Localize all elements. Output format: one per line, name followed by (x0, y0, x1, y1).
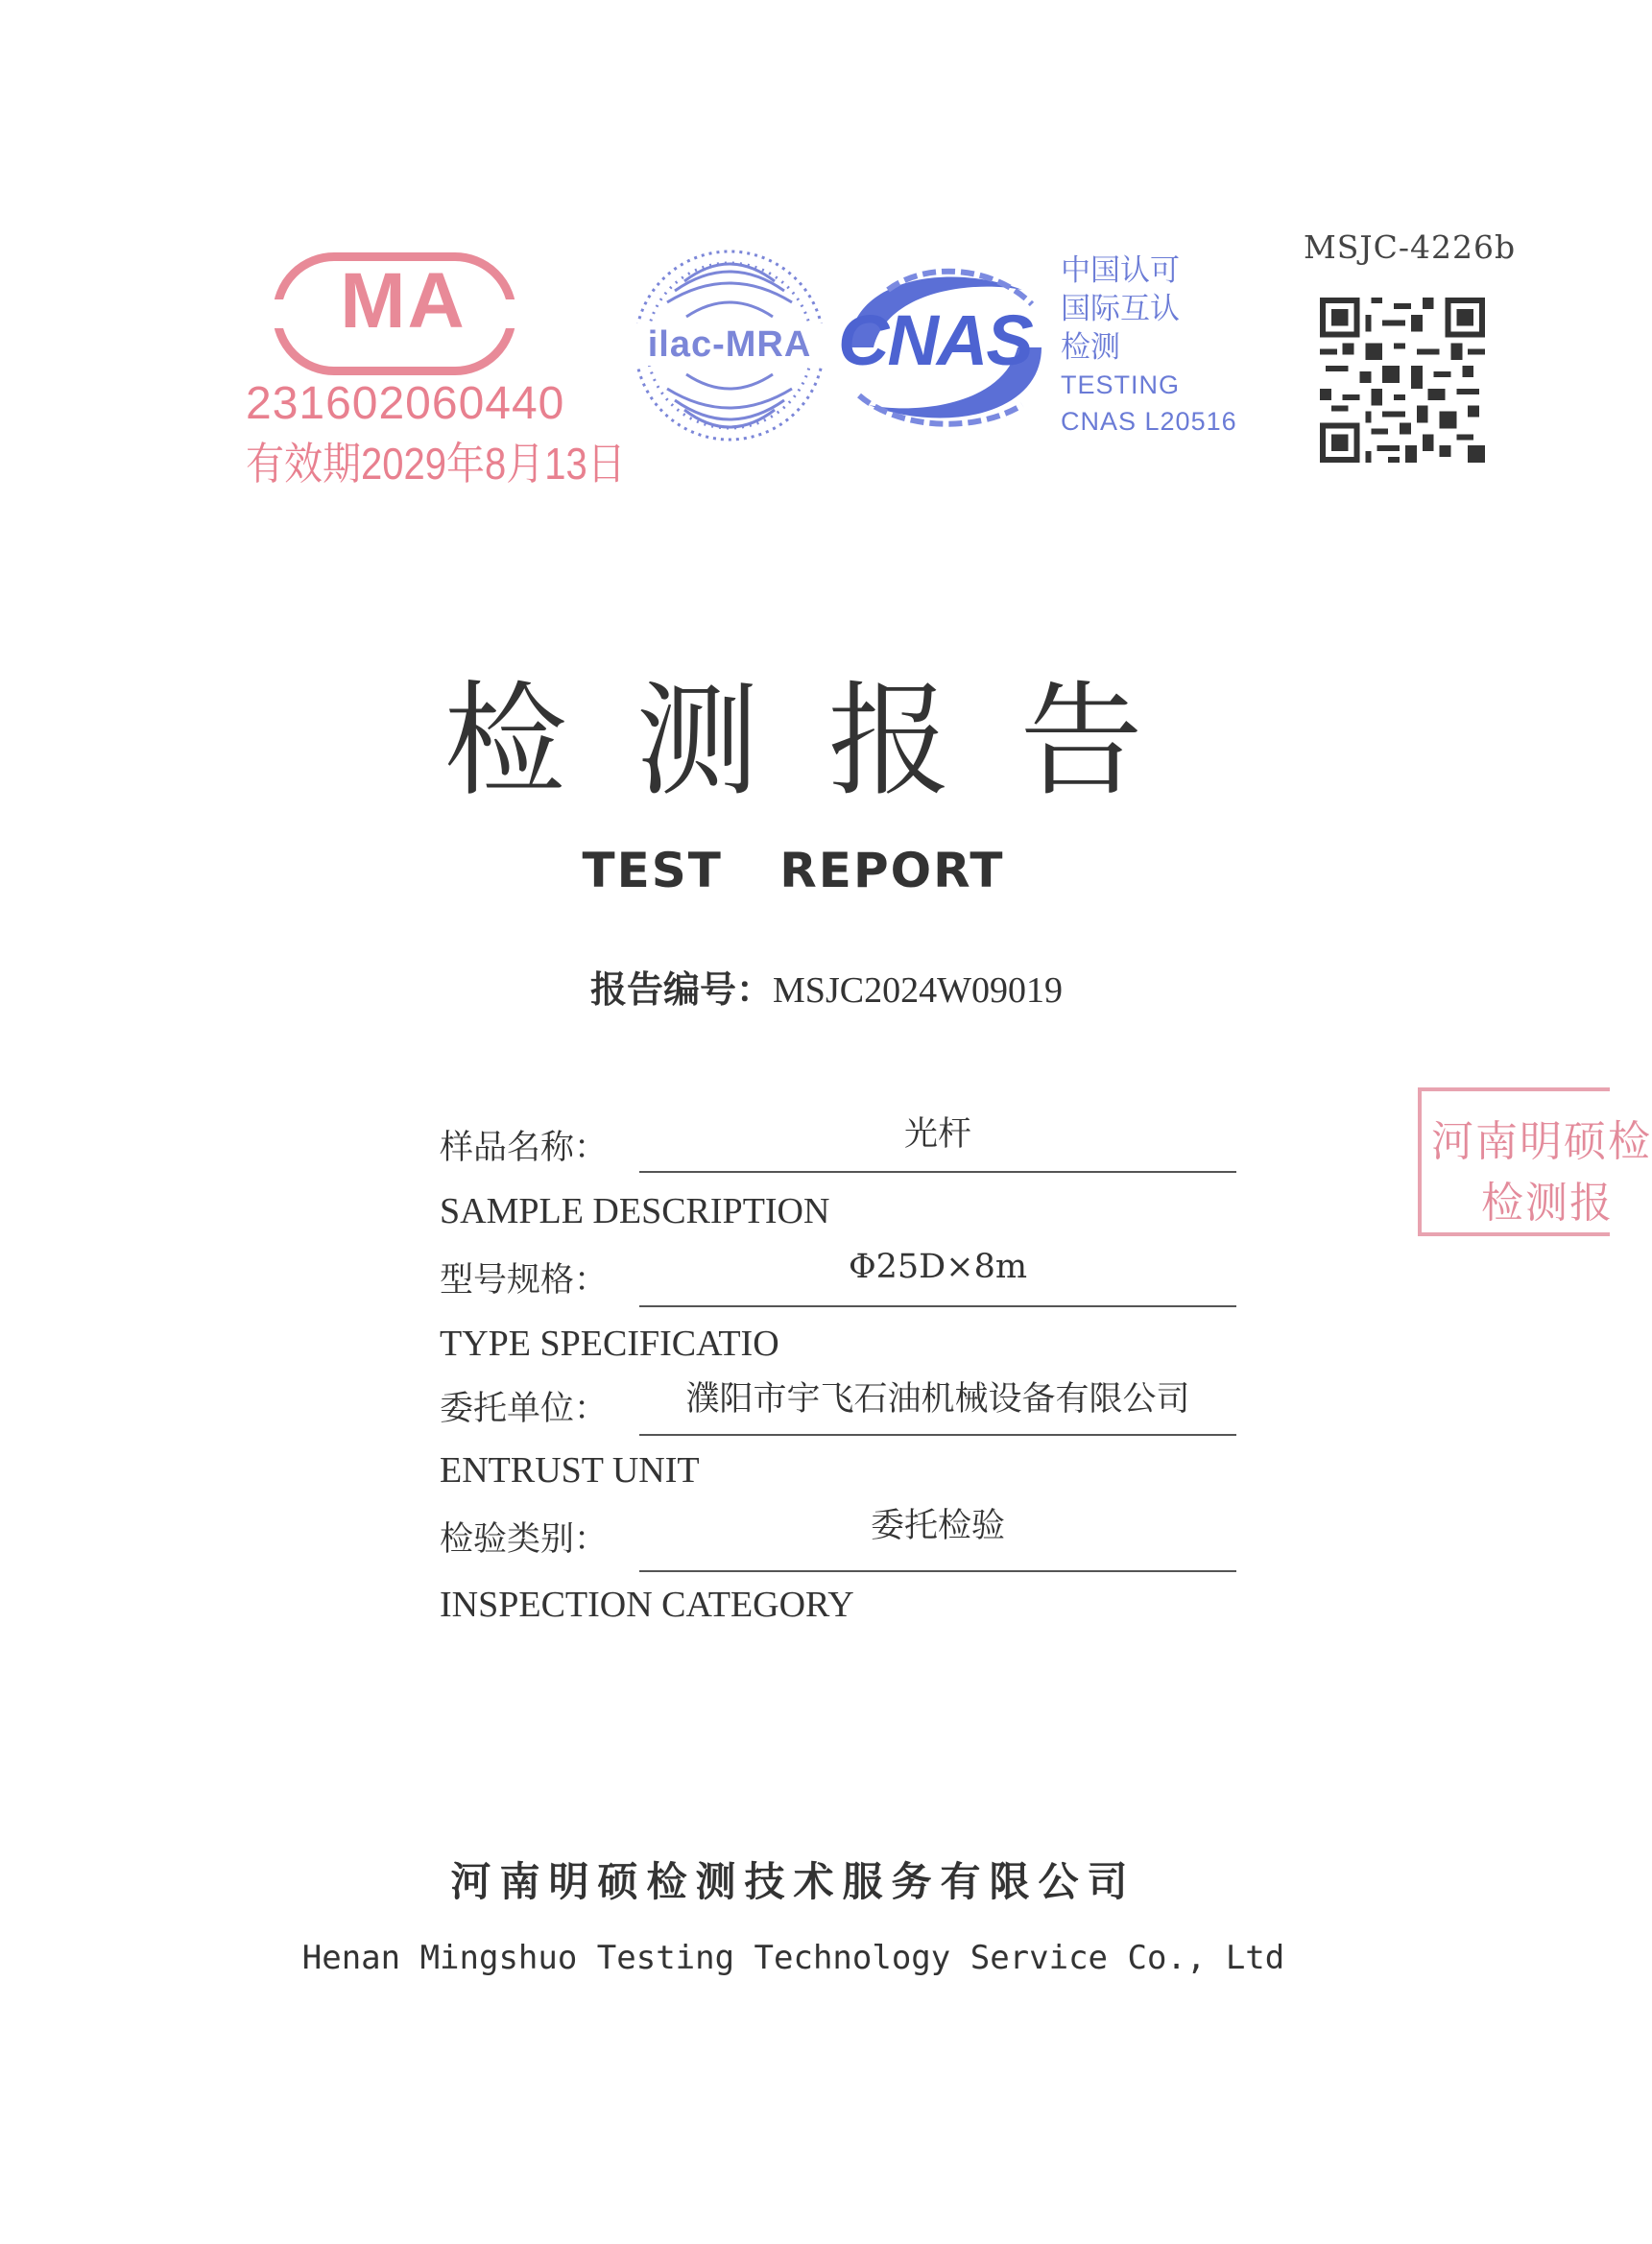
cnas-line-4: TESTING (1061, 370, 1181, 399)
cnas-line-5: CNAS L20516 (1061, 407, 1237, 436)
cnas-logo (830, 251, 1237, 443)
type-specification-label: TYPE SPECIFICATIO (440, 1324, 779, 1364)
cnas-line-2: 国际互认 (1061, 292, 1180, 325)
inspection-category-label-cn: 检验类别： (440, 1520, 609, 1559)
cnas-line-3: 检测 (1061, 330, 1120, 364)
document-code: MSJC-4226b (1304, 228, 1517, 266)
inspection-category-value: 委托检验 (870, 1507, 1005, 1545)
ilac-mra-text: ilac-MRA (629, 323, 830, 366)
report-title-cn: 检测报告 (443, 670, 1212, 813)
model-spec-value: Φ25D×8m (848, 1248, 1028, 1286)
seal-line-1: 河南明硕检 (1431, 1117, 1652, 1166)
entrust-unit-label-en: ENTRUST UNIT (440, 1450, 700, 1491)
company-name-cn: 河南明硕检测技术服务有限公司 (450, 1858, 1137, 1905)
cma-number: 231602060440 (246, 378, 565, 429)
inspection-category-underline (639, 1570, 1236, 1572)
cnas-line-1: 中国认可 (1061, 253, 1180, 287)
company-seal-stamp (1418, 1087, 1652, 1236)
entrust-unit-value: 濮阳市宇飞石油机械设备有限公司 (685, 1380, 1190, 1419)
seal-line-2: 检测报 (1481, 1179, 1614, 1228)
sample-name-value: 光杆 (903, 1115, 971, 1154)
report-number-label: 报告编号： (590, 968, 774, 1011)
model-spec-underline (639, 1305, 1236, 1307)
cma-stamp (240, 245, 626, 489)
inspection-category-label-en: INSPECTION CATEGORY (440, 1585, 854, 1625)
entrust-unit-underline (639, 1434, 1236, 1436)
report-number (590, 960, 1063, 1013)
entrust-unit-label-cn: 委托单位： (440, 1390, 609, 1428)
qr-code-icon (1320, 298, 1485, 463)
sample-description-label: SAMPLE DESCRIPTION (440, 1191, 830, 1231)
report-title-en: TEST REPORT (582, 843, 1005, 898)
cma-letters: MA (340, 257, 467, 345)
model-spec-label: 型号规格： (440, 1261, 609, 1300)
sample-name-underline (639, 1171, 1236, 1173)
cnas-logo-text: CNAS (838, 300, 1032, 380)
cnas-text-block (1061, 251, 1237, 440)
ilac-mra-logo (629, 245, 830, 446)
sample-name-label: 样品名称： (440, 1129, 609, 1167)
report-number-value: MSJC2024W09019 (773, 970, 1063, 1011)
company-name-en: Henan Mingshuo Testing Technology Service Co., Ltd (301, 1939, 1285, 1977)
cma-validity: 有效期2029年8月13日 (246, 440, 626, 489)
